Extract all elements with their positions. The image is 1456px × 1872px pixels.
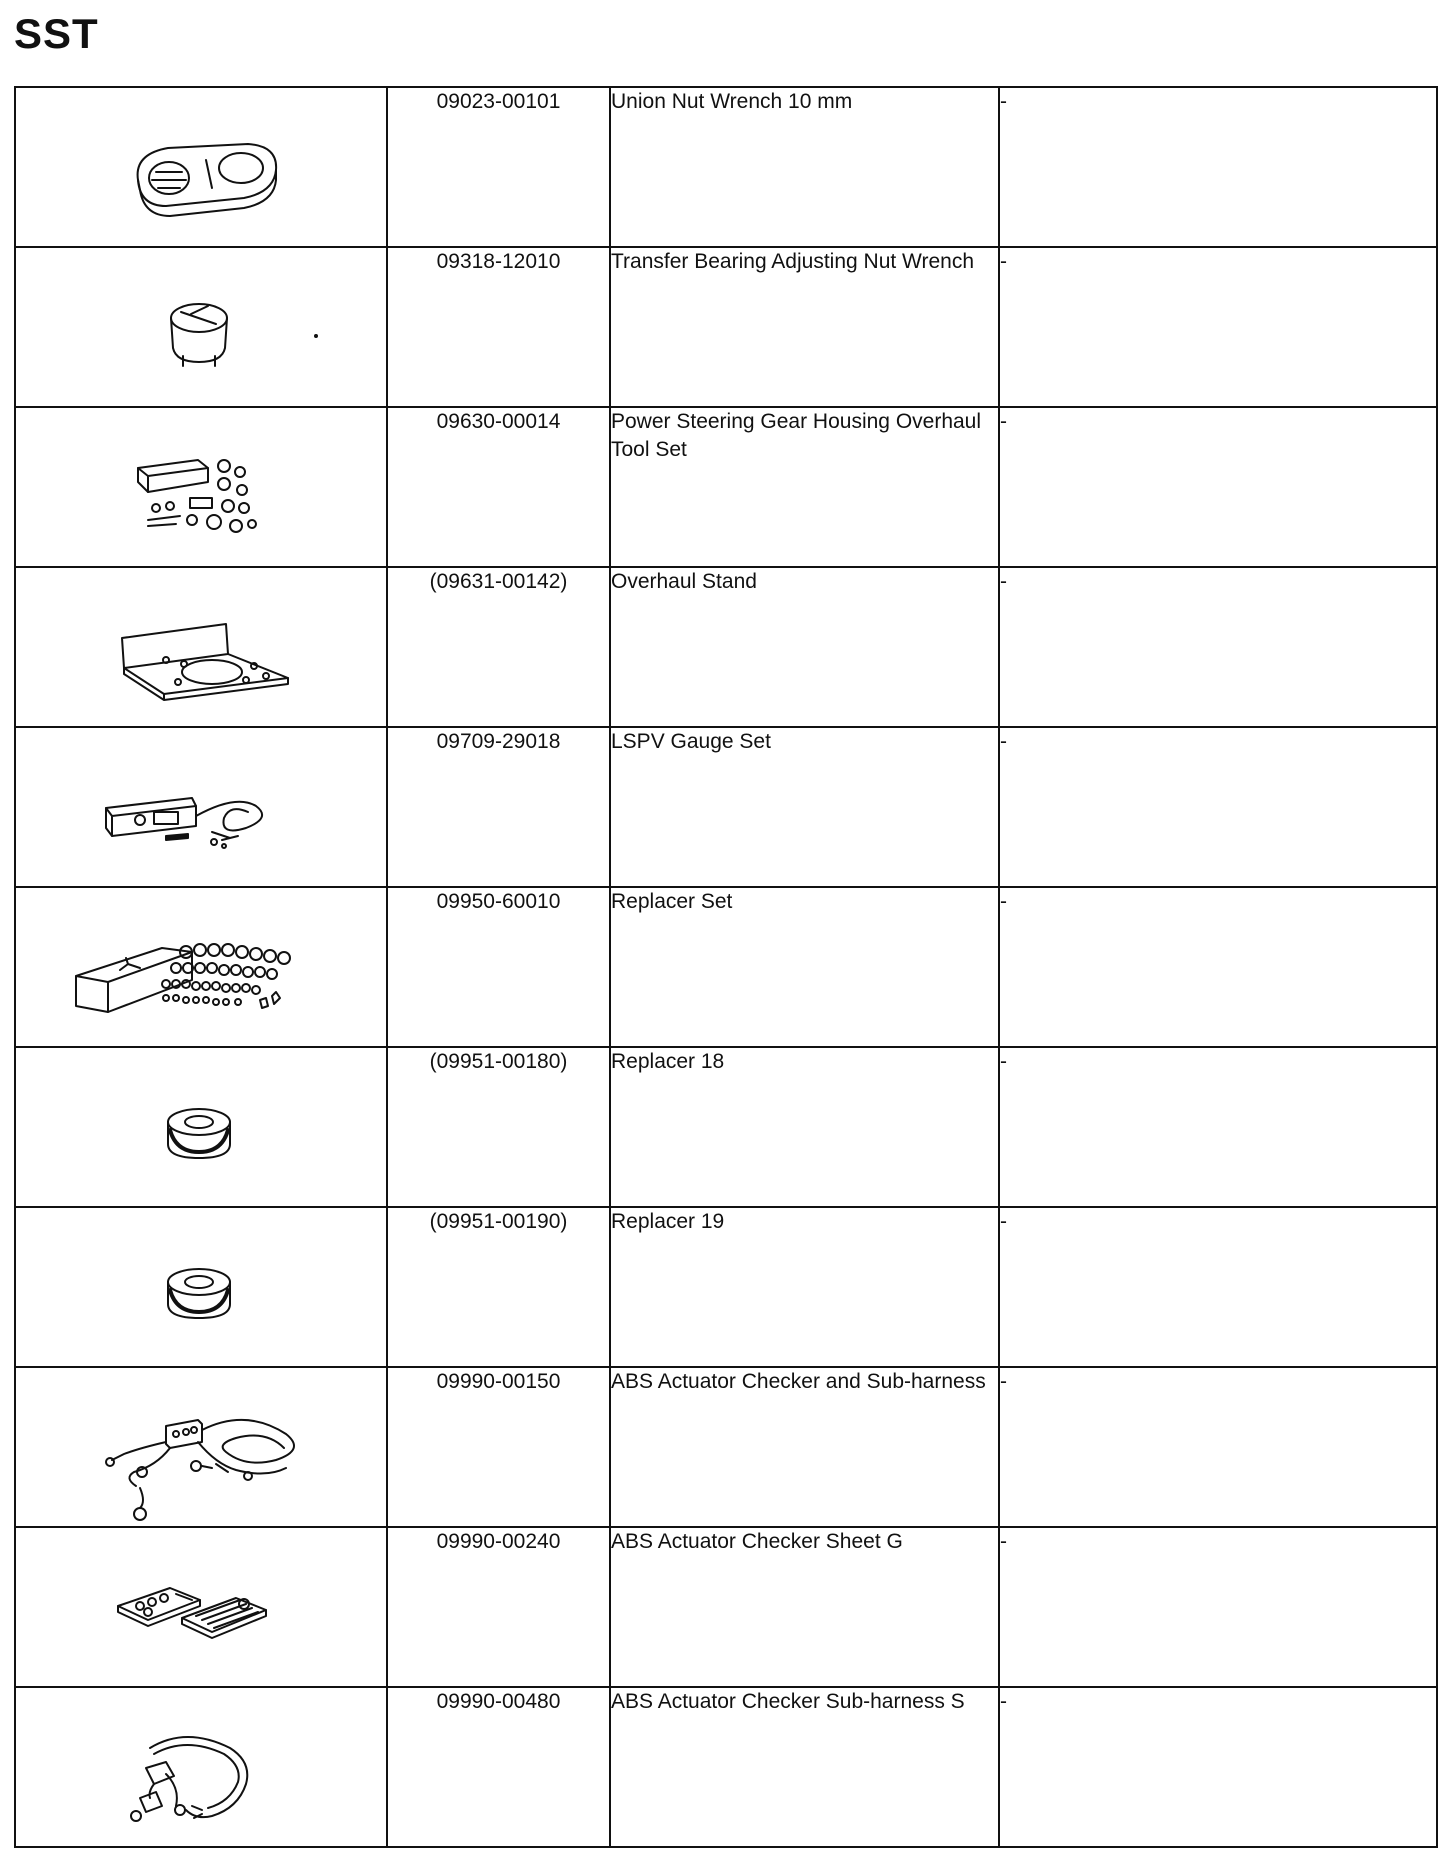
tool-remark: - <box>999 87 1437 247</box>
table-row <box>15 887 1437 1047</box>
tool-name: ABS Actuator Checker and Sub-harness <box>610 1367 999 1527</box>
tool-name: Transfer Bearing Adjusting Nut Wrench <box>610 247 999 407</box>
tool-remark: - <box>999 1527 1437 1687</box>
tool-remark: - <box>999 1207 1437 1367</box>
table-row <box>15 1687 1437 1847</box>
tool-name: LSPV Gauge Set <box>610 727 999 887</box>
table-row <box>15 1207 1437 1367</box>
table-row <box>15 727 1437 887</box>
table-row <box>15 87 1437 247</box>
tool-image-cell <box>15 247 387 407</box>
abs-checker-harness-icon <box>16 1368 386 1526</box>
table-row <box>15 1047 1437 1207</box>
table-row <box>15 407 1437 567</box>
tool-image-cell <box>15 1207 387 1367</box>
tool-name: Union Nut Wrench 10 mm <box>610 87 999 247</box>
tool-image-cell <box>15 727 387 887</box>
tool-remark: - <box>999 727 1437 887</box>
tool-code: 09709-29018 <box>387 727 610 887</box>
table-row <box>15 1367 1437 1527</box>
tool-code: 09950-60010 <box>387 887 610 1047</box>
tool-image-cell <box>15 887 387 1047</box>
table-row <box>15 567 1437 727</box>
adjusting-nut-wrench-icon <box>16 248 386 406</box>
gear-housing-tool-set-icon <box>16 408 386 566</box>
tool-code: 09023-00101 <box>387 87 610 247</box>
replacer-ring-icon <box>16 1208 386 1366</box>
tool-code: 09990-00240 <box>387 1527 610 1687</box>
tool-code: 09990-00150 <box>387 1367 610 1527</box>
tool-remark: - <box>999 567 1437 727</box>
tool-image-cell <box>15 407 387 567</box>
tool-name: Replacer 19 <box>610 1207 999 1367</box>
tool-remark: - <box>999 1047 1437 1207</box>
union-nut-wrench-icon <box>16 88 386 246</box>
tool-image-cell <box>15 1527 387 1687</box>
tool-remark: - <box>999 407 1437 567</box>
tool-name: Overhaul Stand <box>610 567 999 727</box>
table-row <box>15 247 1437 407</box>
tool-name: Replacer 18 <box>610 1047 999 1207</box>
tool-image-cell <box>15 1687 387 1847</box>
tool-remark: - <box>999 247 1437 407</box>
tool-code: (09951-00190) <box>387 1207 610 1367</box>
tool-remark: - <box>999 1367 1437 1527</box>
replacer-set-icon <box>16 888 386 1046</box>
tool-code: (09631-00142) <box>387 567 610 727</box>
page-title: SST <box>14 10 99 57</box>
tool-code: 09630-00014 <box>387 407 610 567</box>
tool-code: (09951-00180) <box>387 1047 610 1207</box>
tool-image-cell <box>15 1367 387 1527</box>
replacer-ring-icon <box>16 1048 386 1206</box>
abs-sub-harness-icon <box>16 1688 386 1846</box>
lspv-gauge-set-icon <box>16 728 386 886</box>
sst-table <box>14 86 1438 1848</box>
tool-name: ABS Actuator Checker Sub-harness S <box>610 1687 999 1847</box>
tool-image-cell <box>15 1047 387 1207</box>
tool-name: Replacer Set <box>610 887 999 1047</box>
table-row <box>15 1527 1437 1687</box>
overhaul-stand-icon <box>16 568 386 726</box>
abs-checker-sheet-icon <box>16 1528 386 1686</box>
tool-code: 09318-12010 <box>387 247 610 407</box>
tool-remark: - <box>999 887 1437 1047</box>
tool-code: 09990-00480 <box>387 1687 610 1847</box>
tool-image-cell <box>15 567 387 727</box>
tool-name: ABS Actuator Checker Sheet G <box>610 1527 999 1687</box>
tool-name: Power Steering Gear Housing Overhaul Tool Set <box>610 407 999 567</box>
tool-remark: - <box>999 1687 1437 1847</box>
tool-image-cell <box>15 87 387 247</box>
